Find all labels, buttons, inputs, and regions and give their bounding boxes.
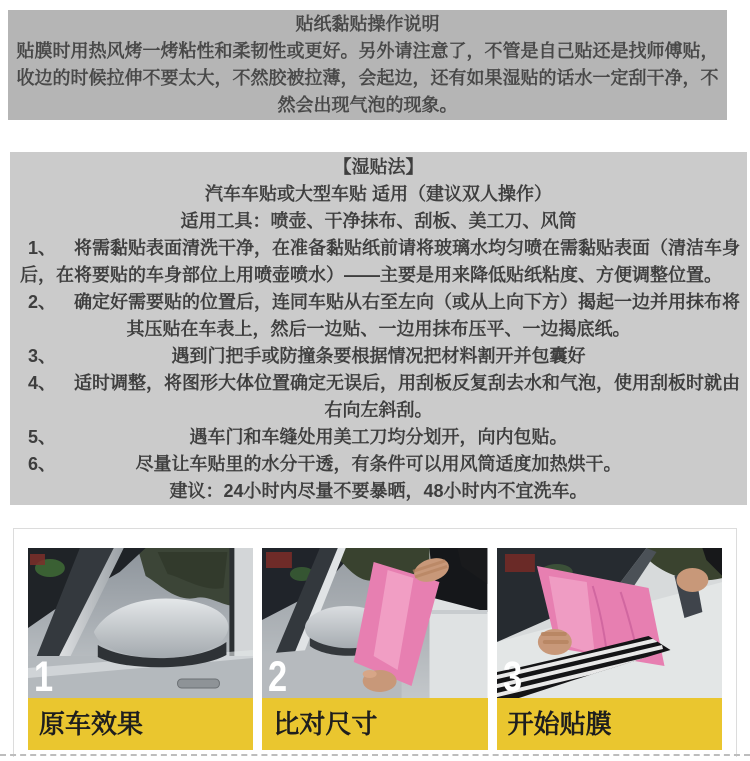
wet-method-panel — [10, 152, 747, 505]
step-card-2 — [262, 548, 487, 757]
step-number-badge: 2 — [268, 653, 288, 698]
notice-line: 贴膜时用热风烤一烤粘性和柔韧性或更好。另外请注意了，不管是自己贴还是找师傅贴， — [16, 41, 719, 61]
instruction-number: 4、 — [28, 373, 57, 393]
step-number-badge: 1 — [34, 653, 54, 698]
instruction-line-6: 6、 尽量让车贴里的水分干透，有条件可以用风筒适度加热烘干。 — [10, 451, 747, 478]
step-caption: 开始贴膜 — [497, 698, 722, 750]
instruction-line-1: 1、 将需黏贴表面清洗干净，在准备黏贴纸前请将玻璃水均匀喷在需黏贴表面（清洁车身 — [10, 235, 747, 262]
wet-method-heading: 【湿贴法】 — [333, 157, 424, 177]
instruction-number: 2、 — [28, 292, 57, 312]
notice-title: 贴纸黏贴操作说明 — [295, 14, 440, 34]
instruction-number: 3、 — [28, 346, 57, 366]
instruction-advice: 建议：24小时内尽量不要暴晒，48小时内不宜洗车。 — [169, 481, 588, 501]
instruction-line-4: 4、 适时调整，将图形大体位置确定无误后，用刮板反复刮去水和气泡，使用刮板时就由 — [10, 370, 747, 397]
step-card-1 — [28, 548, 253, 757]
instruction-line-1-cont: 后，在将要贴的车身部位上用喷壶喷水）——主要是用来降低贴纸粘度、方便调整位置。 — [20, 265, 722, 285]
instruction-line-2: 2、 确定好需要贴的位置后，连同车贴从右至左向（或从上向下方）揭起一边并用抹布将 — [10, 289, 747, 316]
step-number-badge: 3 — [502, 653, 522, 698]
notice-line: 然会出现气泡的现象。 — [277, 95, 458, 115]
film-application-photo-illustration — [497, 548, 722, 698]
step-3-photo-applying-film — [497, 548, 722, 698]
instruction-number: 6、 — [28, 454, 57, 474]
step-2-photo-holding-film — [262, 548, 487, 698]
car-mirror-photo-illustration — [28, 548, 253, 698]
film-size-check-photo-illustration — [262, 548, 487, 698]
steps-panel — [13, 528, 737, 757]
instruction-number: 1、 — [28, 238, 57, 258]
step-card-3 — [497, 548, 722, 757]
wet-method-subtitle: 汽车车贴或大型车贴 适用（建议双人操作） — [205, 184, 552, 204]
bottom-dashed-divider — [0, 754, 750, 756]
instruction-line-3: 3、 遇到门把手或防撞条要根据情况把材料割开并包囊好 — [10, 343, 747, 370]
notice-line: 收边的时候拉伸不要太大，不然胶被拉薄，会起边，还有如果湿贴的话水一定刮干净，不 — [16, 68, 719, 88]
step-caption: 比对尺寸 — [262, 698, 487, 750]
notice-panel — [8, 10, 727, 120]
instruction-line-2-cont: 其压贴在车表上，然后一边贴、一边用抹布压平、一边揭底纸。 — [126, 319, 631, 339]
wet-method-tools: 适用工具：喷壶、干净抹布、刮板、美工刀、风筒 — [180, 211, 577, 231]
instruction-number: 5、 — [28, 427, 57, 447]
step-1-photo-car-mirror — [28, 548, 253, 698]
instruction-line-5: 5、 遇车门和车缝处用美工刀均分划开，向内包贴。 — [10, 424, 747, 451]
step-caption: 原车效果 — [28, 698, 253, 750]
instruction-line-4-cont: 右向左斜刮。 — [324, 400, 433, 420]
